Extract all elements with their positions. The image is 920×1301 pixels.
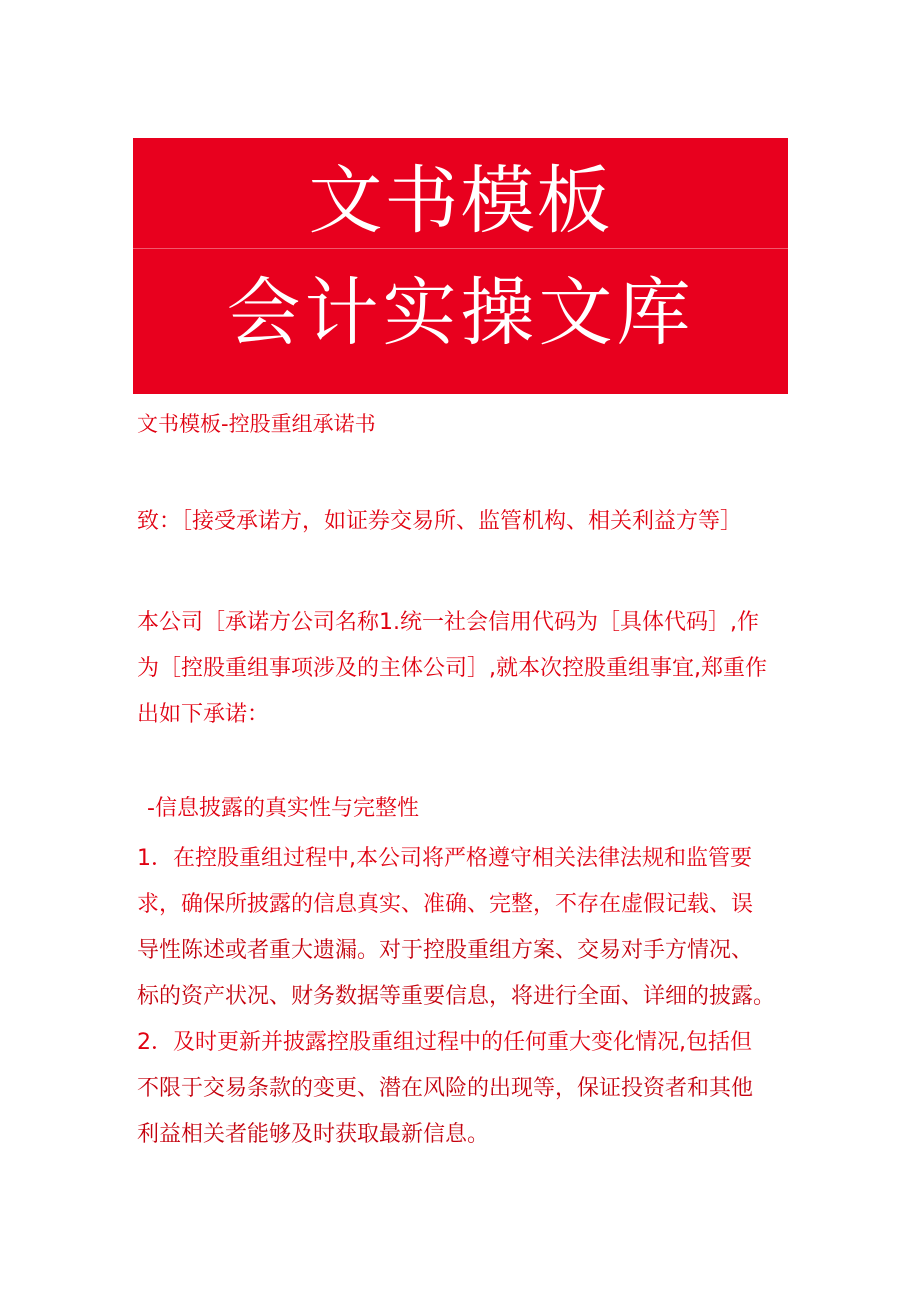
title-banner	[133, 138, 788, 394]
item-line: 导性陈述或者重大遗漏。对于控股重组方案、交易对手方情况、	[137, 938, 754, 963]
commitment-items	[137, 848, 797, 1170]
item-line: 求，确保所披露的信息真实、准确、完整，不存在虚假记载、误	[137, 892, 754, 917]
item-line: 1．在控股重组过程中,本公司将严格遵守相关法律法规和监管要	[137, 846, 752, 871]
intro-line: 出如下承诺：	[137, 702, 270, 727]
addressee-line: 致：［接受承诺方，如证券交易所、监管机构、相关利益方等］	[137, 509, 743, 534]
banner-title-line-1: 文书模板	[308, 158, 613, 244]
intro-line: 为［控股重组事项涉及的主体公司］,就本次控股重组事宜,郑重作	[137, 656, 767, 681]
document-title: 文书模板-控股重组承诺书	[137, 412, 376, 436]
item-line: 不限于交易条款的变更、潜在风险的出现等，保证投资者和其他	[137, 1076, 754, 1101]
banner-title-line-2: 会计实操文库	[226, 270, 695, 356]
section-heading: -信息披露的真实性与完整性	[147, 796, 419, 821]
item-line: 标的资产状况、财务数据等重要信息，将进行全面、详细的披露。	[137, 984, 776, 1009]
intro-paragraph	[137, 612, 797, 750]
banner-divider	[133, 248, 788, 249]
item-line: 2．及时更新并披露控股重组过程中的任何重大变化情况,包括但	[137, 1030, 752, 1055]
item-line: 利益相关者能够及时获取最新信息。	[137, 1122, 490, 1147]
intro-line: 本公司［承诺方公司名称1.统一社会信用代码为［具体代码］,作	[137, 610, 759, 635]
